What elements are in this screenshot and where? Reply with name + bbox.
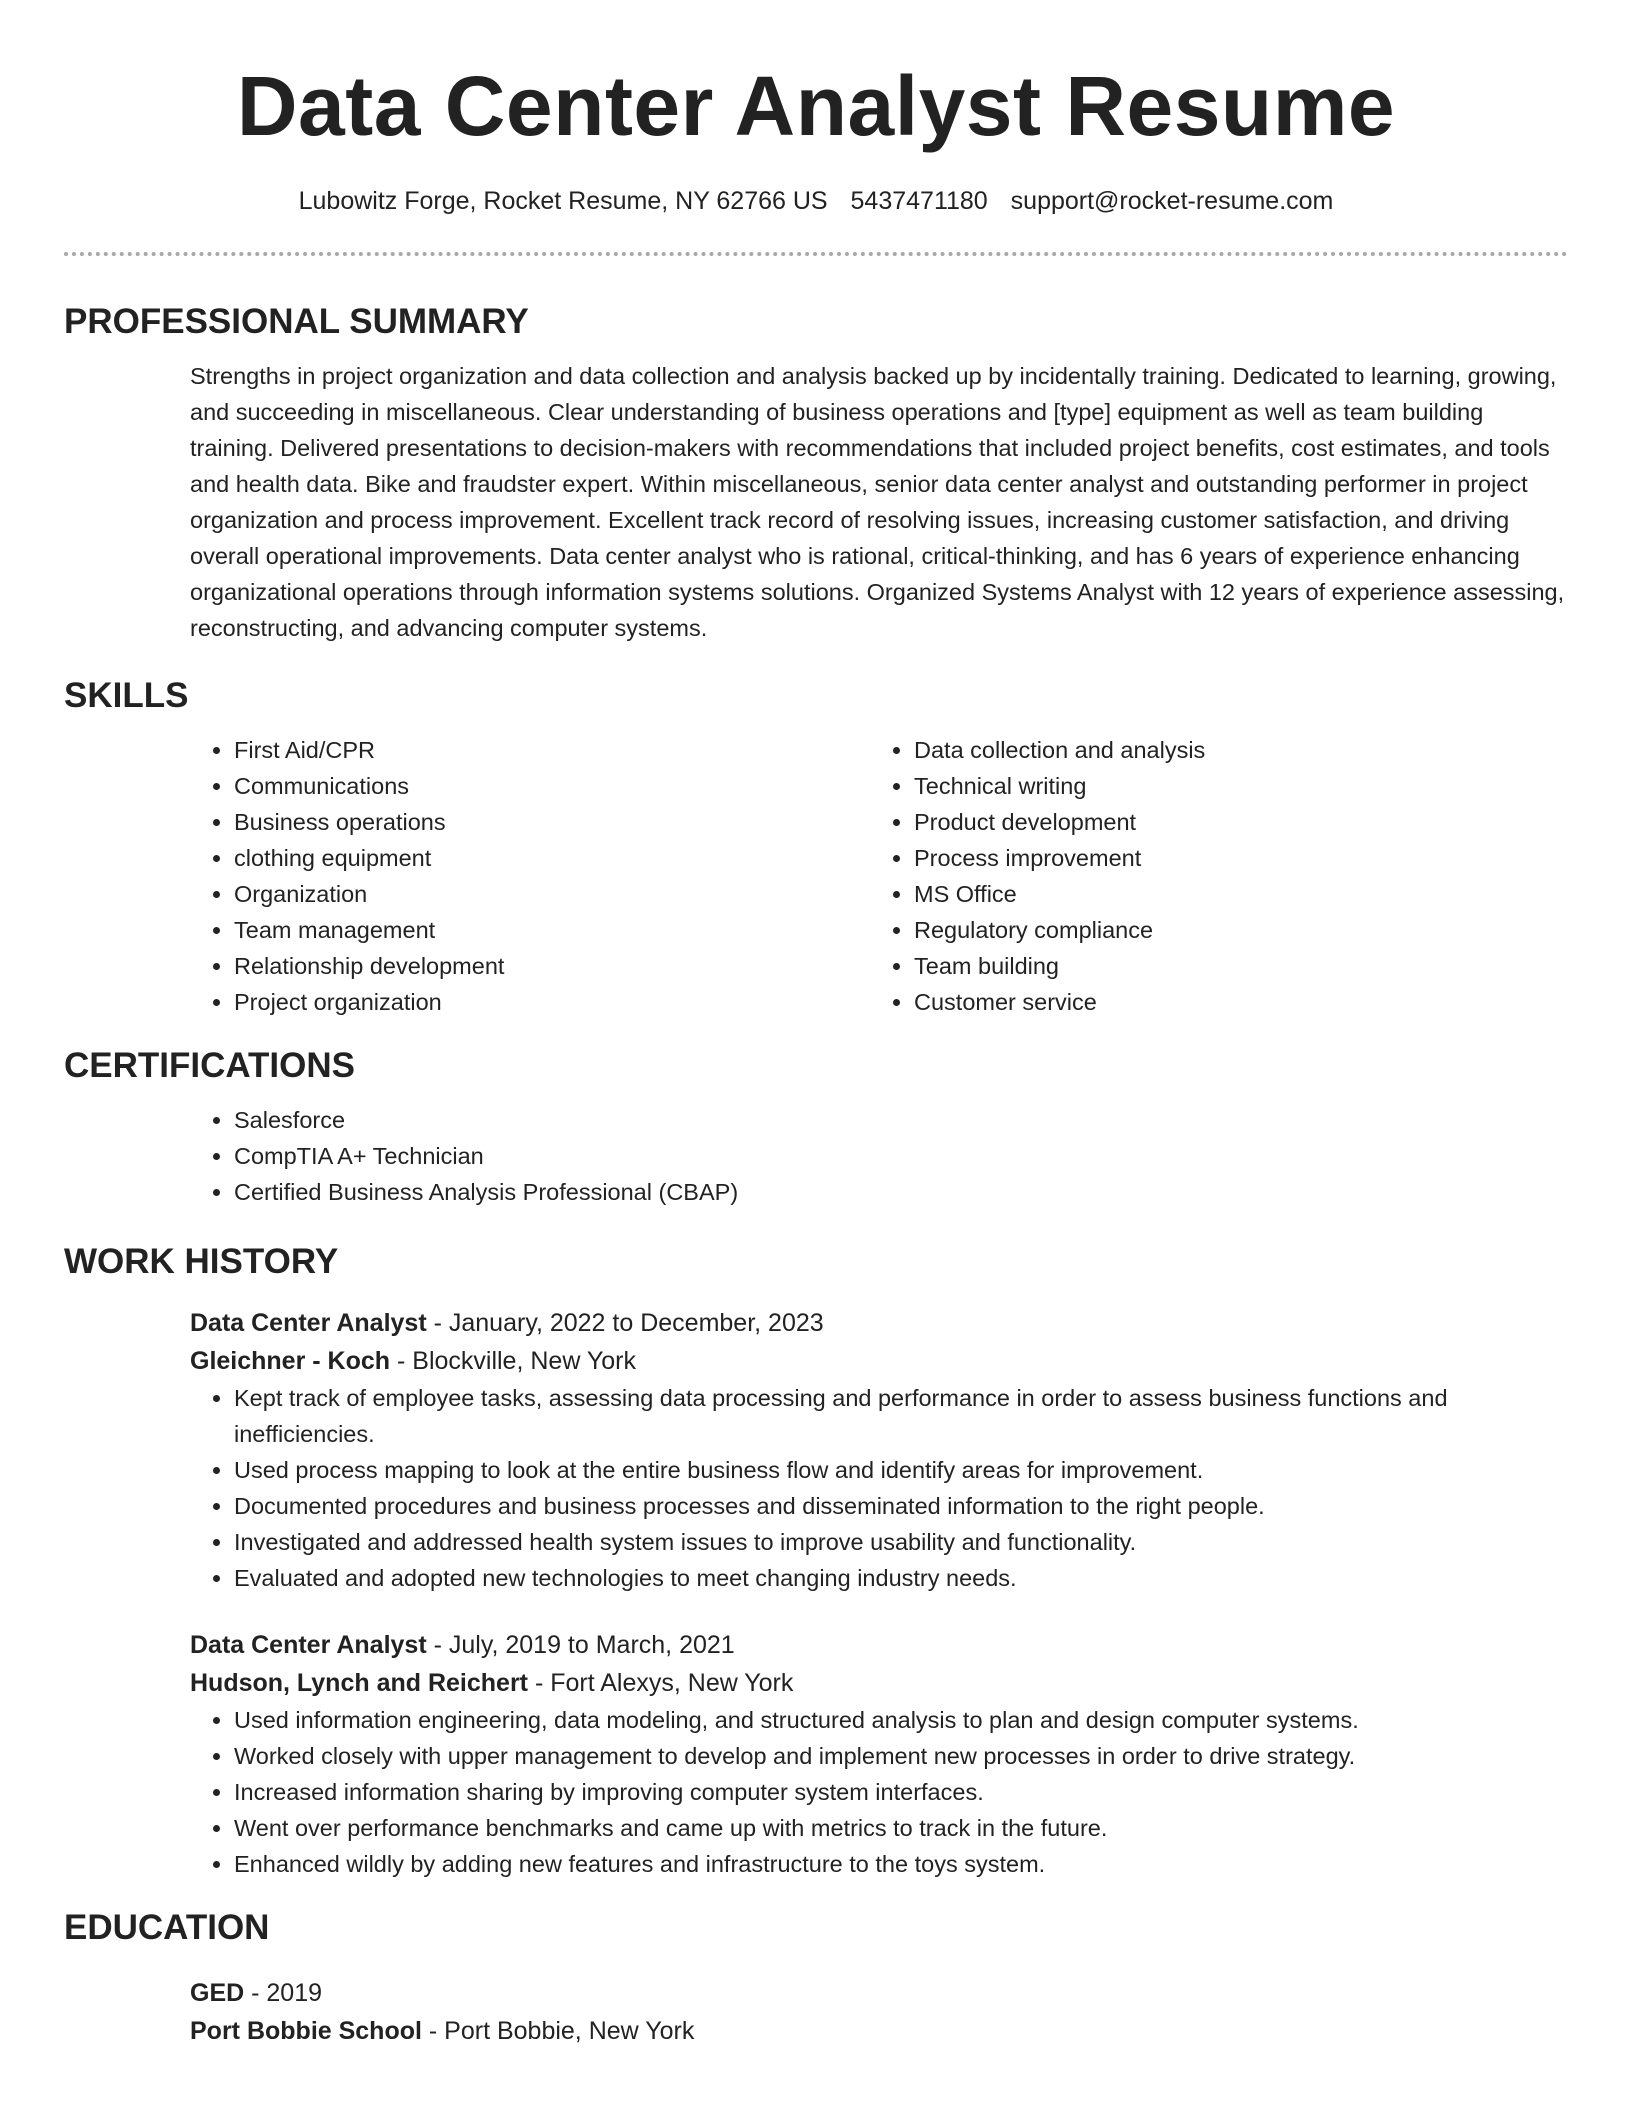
- section-title-work-history: WORK HISTORY: [64, 1242, 339, 1281]
- skill-item: • Organization: [234, 876, 870, 912]
- certification-item: • Salesforce: [234, 1102, 1568, 1138]
- job-company-line: [190, 1342, 1568, 1380]
- skills-column-left: [190, 732, 870, 1020]
- job-duty-item: • Used process mapping to look at the entire business flow and identify areas for improvement.: [234, 1452, 1568, 1488]
- skills-column-right: [870, 732, 1550, 1020]
- job-duty-item: • Kept track of employee tasks, assessing data processing and performance in order to assess business functions and inefficiencies.: [234, 1380, 1568, 1452]
- job-entry: [190, 1304, 1568, 1596]
- certification-item: • Certified Business Analysis Professional (CBAP): [234, 1174, 1568, 1210]
- job-location: - Blockville, New York: [390, 1347, 636, 1375]
- job-title-line: [190, 1626, 1568, 1664]
- skill-item: • Business operations: [234, 804, 870, 840]
- skill-item: • Technical writing: [914, 768, 1550, 804]
- job-duty-item: • Evaluated and adopted new technologies to meet changing industry needs.: [234, 1560, 1568, 1596]
- skill-item: • Team management: [234, 912, 870, 948]
- education-degree: GED: [190, 1979, 245, 2007]
- skills-list-left: [190, 732, 870, 1020]
- job-duty-item: • Went over performance benchmarks and came up with metrics to track in the future.: [234, 1810, 1568, 1846]
- skill-item: • MS Office: [914, 876, 1550, 912]
- section-title-certifications: CERTIFICATIONS: [64, 1046, 356, 1085]
- skill-item: • Customer service: [914, 984, 1550, 1020]
- job-title: Data Center Analyst: [190, 1631, 427, 1659]
- job-duty-item: • Increased information sharing by improving computer system interfaces.: [234, 1774, 1568, 1810]
- skills-grid: [190, 732, 1568, 1020]
- skill-item: • Communications: [234, 768, 870, 804]
- job-company: Hudson, Lynch and Reichert: [190, 1669, 529, 1697]
- job-title: Data Center Analyst: [190, 1309, 427, 1337]
- skill-item: • Regulatory compliance: [914, 912, 1550, 948]
- skills-list-right: [870, 732, 1550, 1020]
- contact-email: support@rocket-resume.com: [1010, 187, 1334, 215]
- job-title-line: [190, 1304, 1568, 1342]
- summary-text: Strengths in project organization and data collection and analysis backed up by incidentally training. Dedicated to learning, growing, and succeeding in miscellaneous. Clear understanding of business operations and [type] equipment as well as team building training. Delivered presentations to decision-makers with recommendations that included project benefits, cost estimates, and tools and health data. Bike and fraudster expert. Within miscellaneous, senior data center analyst and outstanding performer in project organization and process improvement. Excellent track record of resolving issues, increasing customer satisfaction, and driving overall operational improvements. Data center analyst who is rational, critical-thinking, and has 6 years of experience enhancing organizational operations through information systems solutions. Organized Systems Analyst with 12 years of experience assessing, reconstructing, and advancing computer systems.: [190, 363, 1565, 641]
- job-duty-item: • Documented procedures and business processes and disseminated information to the right people.: [234, 1488, 1568, 1524]
- skill-item: • Product development: [914, 804, 1550, 840]
- contact-line: [64, 184, 1568, 218]
- job-duties-list: [190, 1380, 1568, 1596]
- skill-item: • Relationship development: [234, 948, 870, 984]
- skill-item: • clothing equipment: [234, 840, 870, 876]
- skill-item: • Process improvement: [914, 840, 1550, 876]
- certifications-list: [190, 1102, 1568, 1210]
- certifications-bullets: [190, 1102, 1568, 1210]
- section-title-summary: PROFESSIONAL SUMMARY: [64, 302, 529, 341]
- job-location: - Fort Alexys, New York: [528, 1669, 794, 1697]
- skill-item: • Team building: [914, 948, 1550, 984]
- job-dates: - January, 2022 to December, 2023: [426, 1309, 824, 1337]
- skill-item: • Data collection and analysis: [914, 732, 1550, 768]
- skill-item: • First Aid/CPR: [234, 732, 870, 768]
- job-duty-item: • Investigated and addressed health system issues to improve usability and functionality.: [234, 1524, 1568, 1560]
- education-school-line: [190, 2012, 1568, 2050]
- job-dates: - July, 2019 to March, 2021: [426, 1631, 735, 1659]
- job-duties-list: [190, 1702, 1568, 1882]
- skill-item: • Project organization: [234, 984, 870, 1020]
- job-company: Gleichner - Koch: [190, 1347, 391, 1375]
- job-entry: [190, 1626, 1568, 1882]
- contact-phone: 5437471180: [850, 187, 988, 215]
- job-company-line: [190, 1664, 1568, 1702]
- job-duty-item: • Used information engineering, data modeling, and structured analysis to plan and design computer systems.: [234, 1702, 1568, 1738]
- contact-address: Lubowitz Forge, Rocket Resume, NY 62766 US: [298, 187, 828, 215]
- job-duty-item: • Worked closely with upper management to develop and implement new processes in order to drive strategy.: [234, 1738, 1568, 1774]
- section-title-education: EDUCATION: [64, 1908, 270, 1947]
- section-title-skills: SKILLS: [64, 676, 189, 715]
- education-year: - 2019: [244, 1979, 323, 2007]
- education-school: Port Bobbie School: [190, 2017, 422, 2045]
- resume-title: Data Center Analyst Resume: [236, 59, 1396, 153]
- certification-item: • CompTIA A+ Technician: [234, 1138, 1568, 1174]
- education-degree-line: [190, 1974, 1568, 2012]
- header-divider: [64, 252, 1568, 256]
- education-location: - Port Bobbie, New York: [421, 2017, 695, 2045]
- job-duty-item: • Enhanced wildly by adding new features and infrastructure to the toys system.: [234, 1846, 1568, 1882]
- education-entry: [190, 1974, 1568, 2050]
